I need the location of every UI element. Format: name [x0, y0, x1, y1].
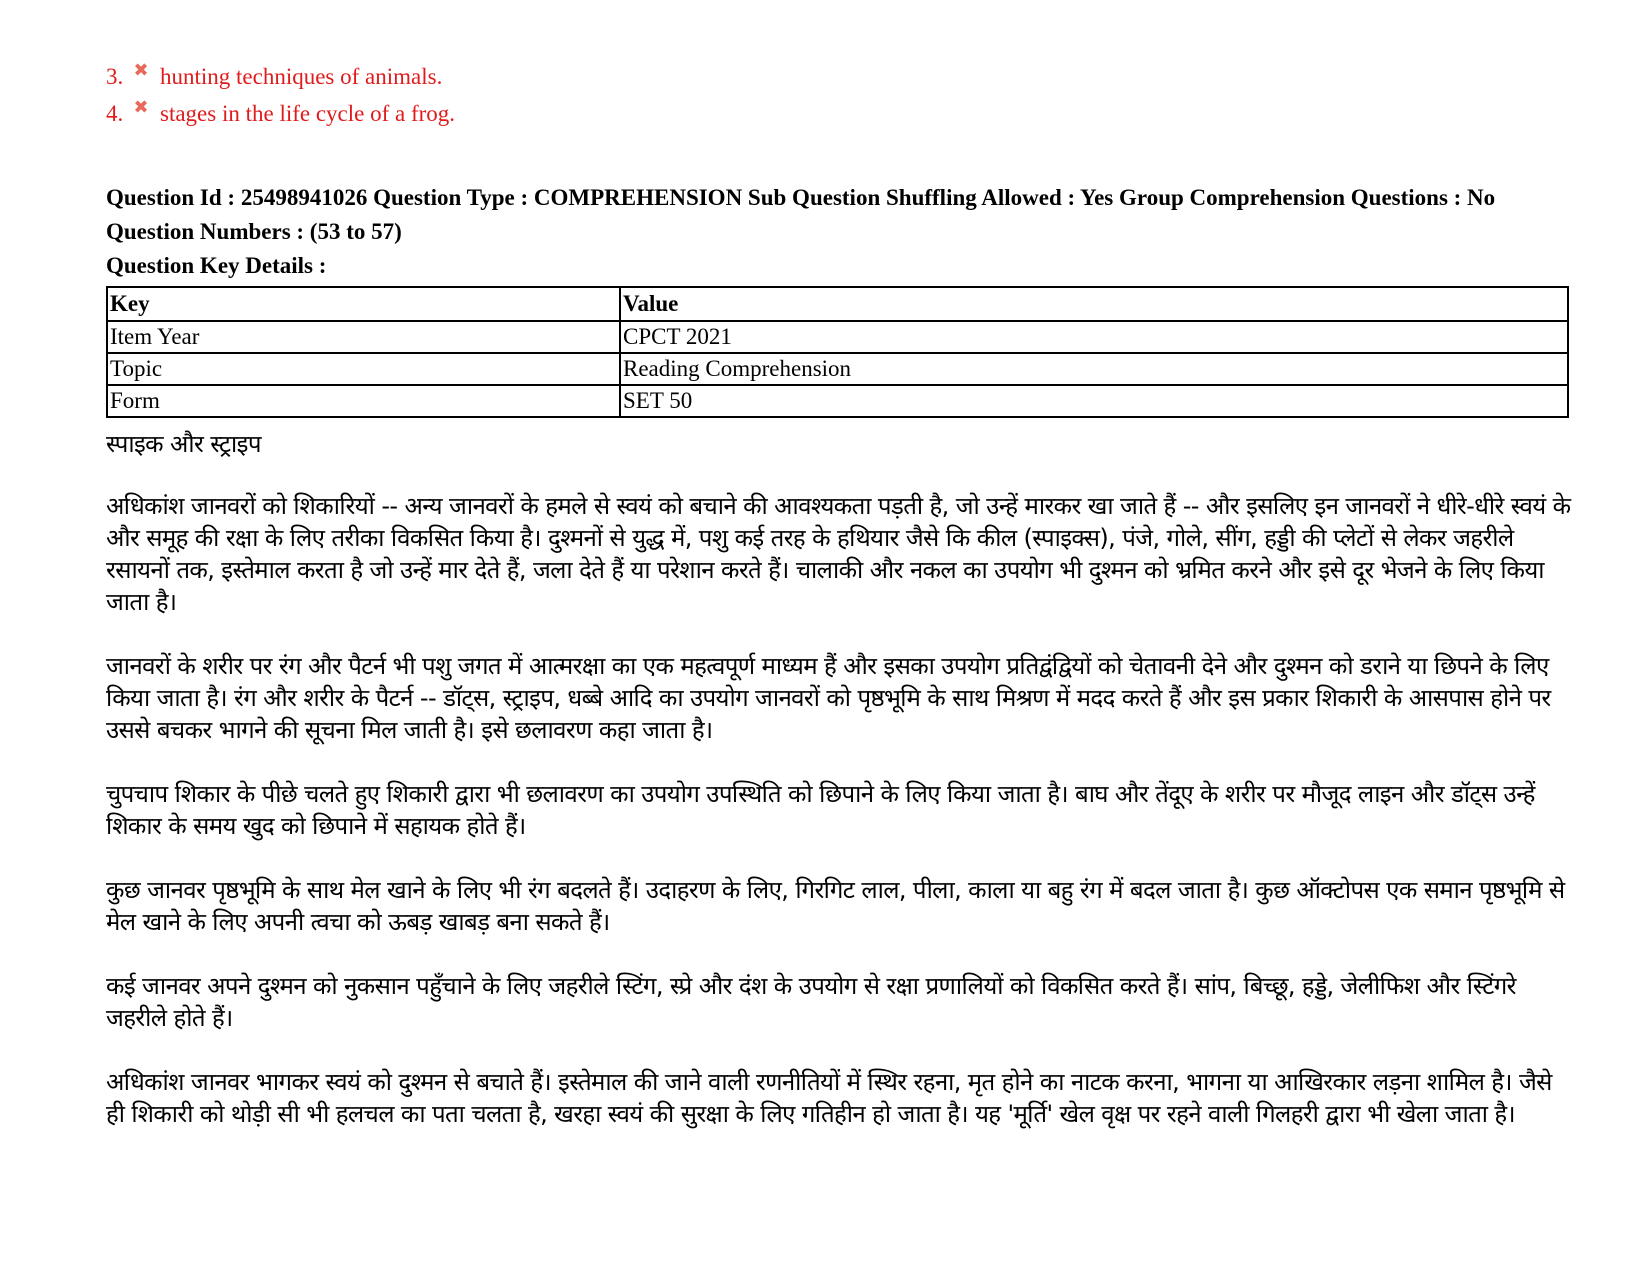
option-text: stages in the life cycle of a frog.: [160, 100, 456, 126]
question-numbers: Question Numbers : (53 to 57): [106, 219, 402, 244]
passage-paragraph: कुछ जानवर पृष्ठभूमि के साथ मेल खाने के लिए भी रंग बदलते हैं। उदाहरण के लिए, गिरगिट लाल, पीला, काला या बहु रंग में बदल जाता है। कुछ ऑक्टोपस एक समान पृष्ठभूमि से मेल खाने के लिए अपनी त्वचा को ऊबड़ खाबड़ बना सकते हैं।: [106, 876, 1565, 936]
option-text: hunting techniques of animals.: [160, 63, 443, 89]
question-key-details-label: Question Key Details :: [106, 253, 327, 278]
row-key: Item Year: [107, 321, 620, 353]
option-item: [106, 95, 1586, 132]
row-value: CPCT 2021: [620, 321, 1568, 353]
passage-paragraph: जानवरों के शरीर पर रंग और पैटर्न भी पशु जगत में आत्मरक्षा का एक महत्वपूर्ण माध्यम हैं और इसका उपयोग प्रतिद्वंद्वियों को चेतावनी देने और दुश्मन को डराने या छिपने के लिए किया जाता है। रंग और शरीर के पैटर्न -- डॉट्स, स्ट्राइप, धब्बे आदि का उपयोग जानवरों को पृष्ठभूमि के साथ मिश्रण में मदद करते हैं और इस प्रकार शिकारी के आसपास होने पर उससे बचकर भागने की सूचना मिल जाती है। इसे छलावरण कहा जाता है।: [106, 652, 1551, 744]
row-value: SET 50: [620, 385, 1568, 417]
row-value: Reading Comprehension: [620, 353, 1568, 385]
row-key: Form: [107, 385, 620, 417]
passage-paragraph: चुपचाप शिकार के पीछे चलते हुए शिकारी द्वारा भी छलावरण का उपयोग उपस्थिति को छिपाने के लिए किया जाता है। बाघ और तेंदूए के शरीर पर मौजूद लाइन और डॉट्स उन्हें शिकार के समय खुद को छिपाने में सहायक होते हैं।: [106, 780, 1535, 840]
header-value: Value: [620, 287, 1568, 321]
row-key: Topic: [107, 353, 620, 385]
key-details-table: [106, 286, 1569, 418]
passage-paragraph: कई जानवर अपने दुश्मन को नुकसान पहुँचाने के लिए जहरीले स्टिंग, स्प्रे और दंश के उपयोग से रक्षा प्रणालियों को विकसित करते हैं। सांप, बिच्छू, हड्डे, जेलीफिश और स्टिंगरे जहरीले होते हैं।: [106, 972, 1516, 1032]
passage-title: स्पाइक और स्ट्राइप: [106, 430, 261, 458]
answer-options: [106, 58, 1586, 132]
option-number: 3.: [106, 63, 124, 89]
passage-paragraph: अधिकांश जानवर भागकर स्वयं को दुश्मन से बचाते हैं। इस्तेमाल की जाने वाली रणनीतियों में स्थिर रहना, मृत होने का नाटक करना, भागना या आखिरकार लड़ना शामिल है। जैसे ही शिकारी को थोड़ी सी भी हलचल का पता चलता है, खरहा स्वयं की सुरक्षा के लिए गतिहीन हो जाता है। यह 'मूर्ति' खेल वृक्ष पर रहने वाली गिलहरी द्वारा भी खेला जाता है।: [106, 1068, 1552, 1128]
table-row: [107, 353, 1568, 385]
table-header-row: [107, 287, 1568, 321]
question-id-line: Question Id : 25498941026 Question Type : COMPREHENSION Sub Question Shuffling Allowed : Yes Group Comprehension Questions : No: [106, 185, 1496, 210]
wrong-cross-icon: ✖: [133, 60, 149, 80]
table-row: [107, 321, 1568, 353]
header-key: Key: [107, 287, 620, 321]
table-row: [107, 385, 1568, 417]
option-number: 4.: [106, 100, 124, 126]
document-page: [106, 58, 1586, 1162]
wrong-cross-icon: ✖: [133, 97, 149, 117]
question-meta: [106, 184, 1586, 280]
passage-paragraph: अधिकांश जानवरों को शिकारियों -- अन्य जानवरों के हमले से स्वयं को बचाने की आवश्यकता पड़ती है, जो उन्हें मारकर खा जाते हैं -- और इसलिए इन जानवरों ने धीरे-धीरे स्वयं के और समूह की रक्षा के लिए तरीका विकसित किया है। दुश्मनों से युद्ध में, पशु कई तरह के हथियार जैसे कि कील (स्पाइक्स), पंजे, गोले, सींग, हड्डी की प्लेटों से लेकर जहरीले रसायनों तक, इस्तेमाल करता है जो उन्हें मार देते हैं, जला देते हैं या परेशान करते हैं। चालाकी और नकल का उपयोग भी दुश्मन को भ्रमित करने और इसे दूर भेजने के लिए किया जाता है।: [106, 492, 1571, 616]
comprehension-passage: [106, 428, 1576, 1130]
option-item: [106, 58, 1586, 95]
